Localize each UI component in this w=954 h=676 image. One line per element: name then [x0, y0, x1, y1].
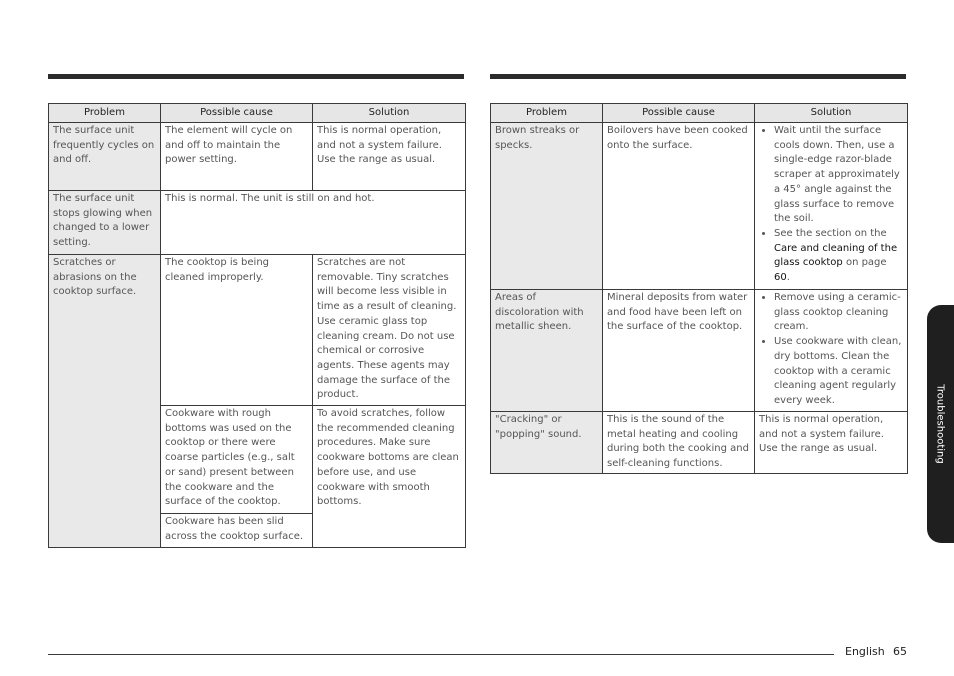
left-top-rule [48, 74, 464, 79]
header-problem: Problem [49, 104, 161, 123]
right-top-rule [490, 74, 906, 79]
left-troubleshooting-table [48, 103, 466, 548]
table-row [49, 255, 466, 406]
solution-list [759, 124, 903, 286]
table-row [49, 191, 466, 255]
bullet-text: . [786, 272, 790, 284]
problem-cell: Areas of discoloration with metallic sheen. [491, 290, 603, 412]
table-row [49, 123, 466, 191]
solution-bullet [774, 227, 903, 286]
side-tab-label: Troubleshooting [934, 384, 946, 464]
table-row [491, 412, 908, 474]
footer-rule [48, 654, 834, 655]
cause-cell: This is the sound of the metal heating and cooling during both the cooking and self-cleaning functions. [603, 412, 755, 474]
table-row [491, 290, 908, 412]
problem-cell: Brown streaks or specks. [491, 123, 603, 290]
problem-cell: Scratches or abrasions on the cooktop surface. [49, 255, 161, 548]
right-troubleshooting-table [490, 103, 908, 474]
header-solution: Solution [313, 104, 466, 123]
solution-cell: Scratches are not removable. Tiny scratches will become less visible in time as a result of cleaning. Use ceramic glass top cleaning cream. Do not use chemical or corrosive agents. These agents may damage the surface of the product. [313, 255, 466, 406]
header-problem: Problem [491, 104, 603, 123]
table-header-row [491, 104, 908, 123]
table-row [491, 123, 908, 290]
problem-cell: The surface unit frequently cycles on and off. [49, 123, 161, 191]
page-number: 65 [893, 645, 907, 658]
cause-cell: Cookware has been slid across the cooktop surface. [161, 514, 313, 548]
page-60-link[interactable]: 60 [774, 272, 787, 284]
problem-cell: The surface unit stops glowing when changed to a lower setting. [49, 191, 161, 255]
solution-list [759, 291, 903, 409]
header-possible-cause: Possible cause [161, 104, 313, 123]
solution-cell [755, 123, 908, 290]
cause-cell: Boilovers have been cooked onto the surface. [603, 123, 755, 290]
cause-cell: The element will cycle on and off to maintain the power setting. [161, 123, 313, 191]
bullet-text: See the section on the [774, 227, 887, 239]
merged-note-cell: This is normal. The unit is still on and hot. [161, 191, 466, 255]
header-solution: Solution [755, 104, 908, 123]
solution-bullet: • Wait until the surface cools down. Then, use a single-edge razor-blade scraper at approximately a 45° angle against the glass surface to remove the soil. [774, 124, 903, 227]
cause-cell: Mineral deposits from water and food have been left on the surface of the cooktop. [603, 290, 755, 412]
header-possible-cause: Possible cause [603, 104, 755, 123]
solution-bullet: • Use cookware with clean, dry bottoms. Clean the cooktop with a ceramic cleaning agent regularly every week. [774, 335, 903, 409]
bullet-text: on page [842, 257, 887, 269]
care-and-cleaning-link[interactable]: Care and cleaning of the glass cooktop [774, 242, 898, 269]
footer-language: English [845, 645, 885, 658]
solution-cell [755, 290, 908, 412]
cause-cell: The cooktop is being cleaned improperly. [161, 255, 313, 406]
solution-bullet: • Remove using a ceramic-glass cooktop cleaning cream. [774, 291, 903, 335]
cause-cell: Cookware with rough bottoms was used on the cooktop or there were coarse particles (e.g., salt or sand) present between the cookware and the surface of the cooktop. [161, 406, 313, 514]
solution-cell: This is normal operation, and not a system failure. Use the range as usual. [313, 123, 466, 191]
problem-cell: "Cracking" or "popping" sound. [491, 412, 603, 474]
solution-cell: This is normal operation, and not a system failure. Use the range as usual. [755, 412, 908, 474]
solution-cell: To avoid scratches, follow the recommended cleaning procedures. Make sure cookware bottoms are clean before use, and use cookware with smooth bottoms. [313, 406, 466, 548]
table-header-row [49, 104, 466, 123]
